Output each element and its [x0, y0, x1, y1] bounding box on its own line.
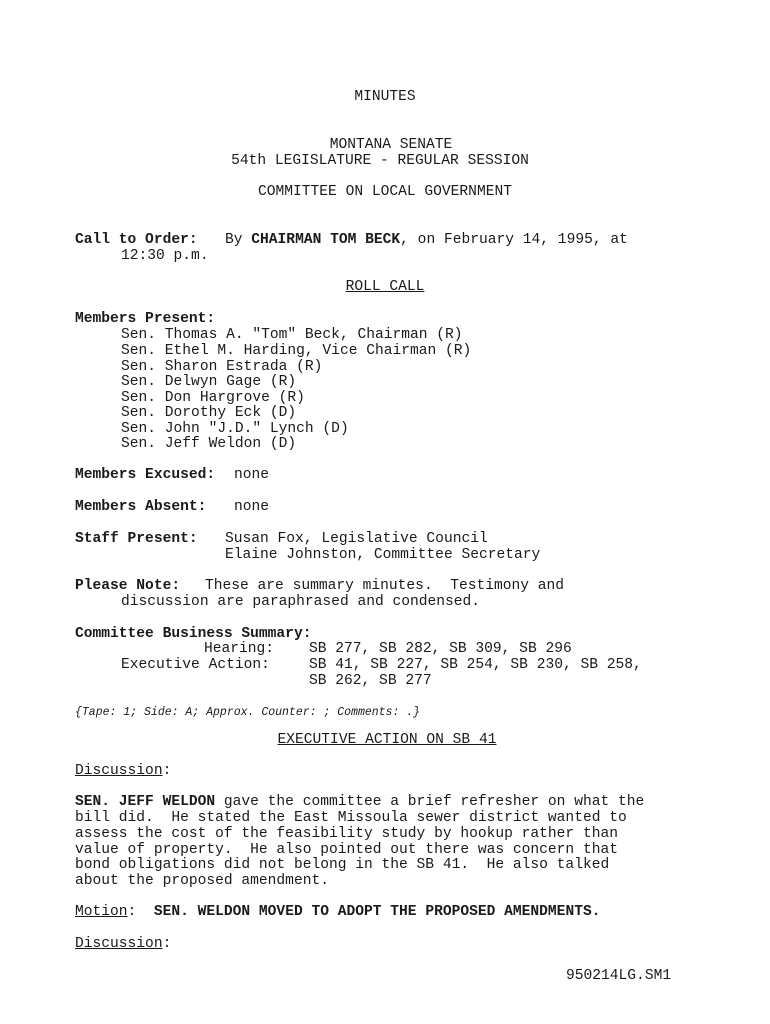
executive-action-bills-line1: SB 41, SB 227, SB 254, SB 230, SB 258,	[309, 657, 642, 673]
member-item: Sen. Sharon Estrada (R)	[121, 359, 323, 375]
members-present-label: Members Present:	[75, 311, 216, 327]
call-to-order-label: Call to Order:	[75, 232, 198, 248]
executive-action-bills-line2: SB 262, SB 277	[309, 673, 432, 689]
members-absent-value: none	[234, 499, 270, 515]
staff-item: Elaine Johnston, Committee Secretary	[225, 547, 541, 563]
tape-info: {Tape: 1; Side: A; Approx. Counter: ; Comments: .}	[75, 706, 421, 719]
discussion-paragraph-line: bill did. He stated the East Missoula sewer district wanted to	[75, 810, 627, 826]
call-to-order-text	[225, 232, 628, 248]
discussion-colon-2: :	[162, 936, 172, 952]
call-to-order-date: , on February 14, 1995, at	[400, 232, 628, 248]
hearing-label: Hearing:	[204, 641, 275, 657]
senate-heading: MONTANA SENATE	[329, 137, 453, 153]
discussion-heading-2	[75, 936, 171, 952]
member-item: Sen. Don Hargrove (R)	[121, 390, 305, 406]
staff-present-label: Staff Present:	[75, 531, 198, 547]
motion-line	[75, 904, 600, 920]
minutes-title: MINUTES	[354, 89, 416, 105]
please-note-label: Please Note:	[75, 578, 181, 594]
member-item: Sen. Ethel M. Harding, Vice Chairman (R)	[121, 343, 472, 359]
please-note-line1: These are summary minutes. Testimony and	[205, 578, 565, 594]
member-item: Sen. Dorothy Eck (D)	[121, 405, 297, 421]
document-id: 950214LG.SM1	[566, 968, 672, 984]
please-note-line2: discussion are paraphrased and condensed.	[121, 594, 481, 610]
discussion-paragraph-line: bond obligations did not belong in the SB 41. He also talked	[75, 857, 610, 873]
discussion-paragraph-line: value of property. He also pointed out there was concern that	[75, 842, 618, 858]
call-to-order-prefix: By	[225, 232, 252, 248]
hearing-bills: SB 277, SB 282, SB 309, SB 296	[309, 641, 572, 657]
chairman-name: CHAIRMAN TOM BECK	[251, 232, 401, 248]
staff-item: Susan Fox, Legislative Council	[225, 531, 488, 547]
executive-action-label: Executive Action:	[121, 657, 270, 673]
discussion-label: Discussion	[75, 763, 163, 779]
motion-text: SEN. WELDON MOVED TO ADOPT THE PROPOSED AMENDMENTS.	[153, 904, 601, 920]
motion-label: Motion	[75, 904, 128, 920]
discussion-label-2: Discussion	[75, 936, 163, 952]
discussion-paragraph-line1	[75, 794, 644, 810]
member-item: Sen. John "J.D." Lynch (D)	[121, 421, 349, 437]
discussion-text: gave the committee a brief refresher on what the	[215, 794, 645, 810]
member-item: Sen. Thomas A. "Tom" Beck, Chairman (R)	[121, 327, 463, 343]
members-absent-label: Members Absent:	[75, 499, 207, 515]
member-item: Sen. Delwyn Gage (R)	[121, 374, 297, 390]
call-to-order-time: 12:30 p.m.	[121, 248, 209, 264]
speaker-name: SEN. JEFF WELDON	[75, 794, 216, 810]
members-excused-label: Members Excused:	[75, 467, 216, 483]
members-excused-value: none	[234, 467, 270, 483]
member-item: Sen. Jeff Weldon (D)	[121, 436, 297, 452]
discussion-colon: :	[162, 763, 172, 779]
committee-heading: COMMITTEE ON LOCAL GOVERNMENT	[258, 184, 512, 200]
roll-call-heading: ROLL CALL	[345, 279, 425, 295]
executive-action-heading: EXECUTIVE ACTION ON SB 41	[277, 732, 497, 748]
discussion-heading	[75, 763, 171, 779]
business-summary-label: Committee Business Summary:	[75, 626, 312, 642]
motion-colon: :	[127, 904, 137, 920]
legislature-heading: 54th LEGISLATURE - REGULAR SESSION	[231, 153, 529, 169]
discussion-paragraph-line: about the proposed amendment.	[75, 873, 329, 889]
discussion-paragraph-line: assess the cost of the feasibility study by hookup rather than	[75, 826, 618, 842]
